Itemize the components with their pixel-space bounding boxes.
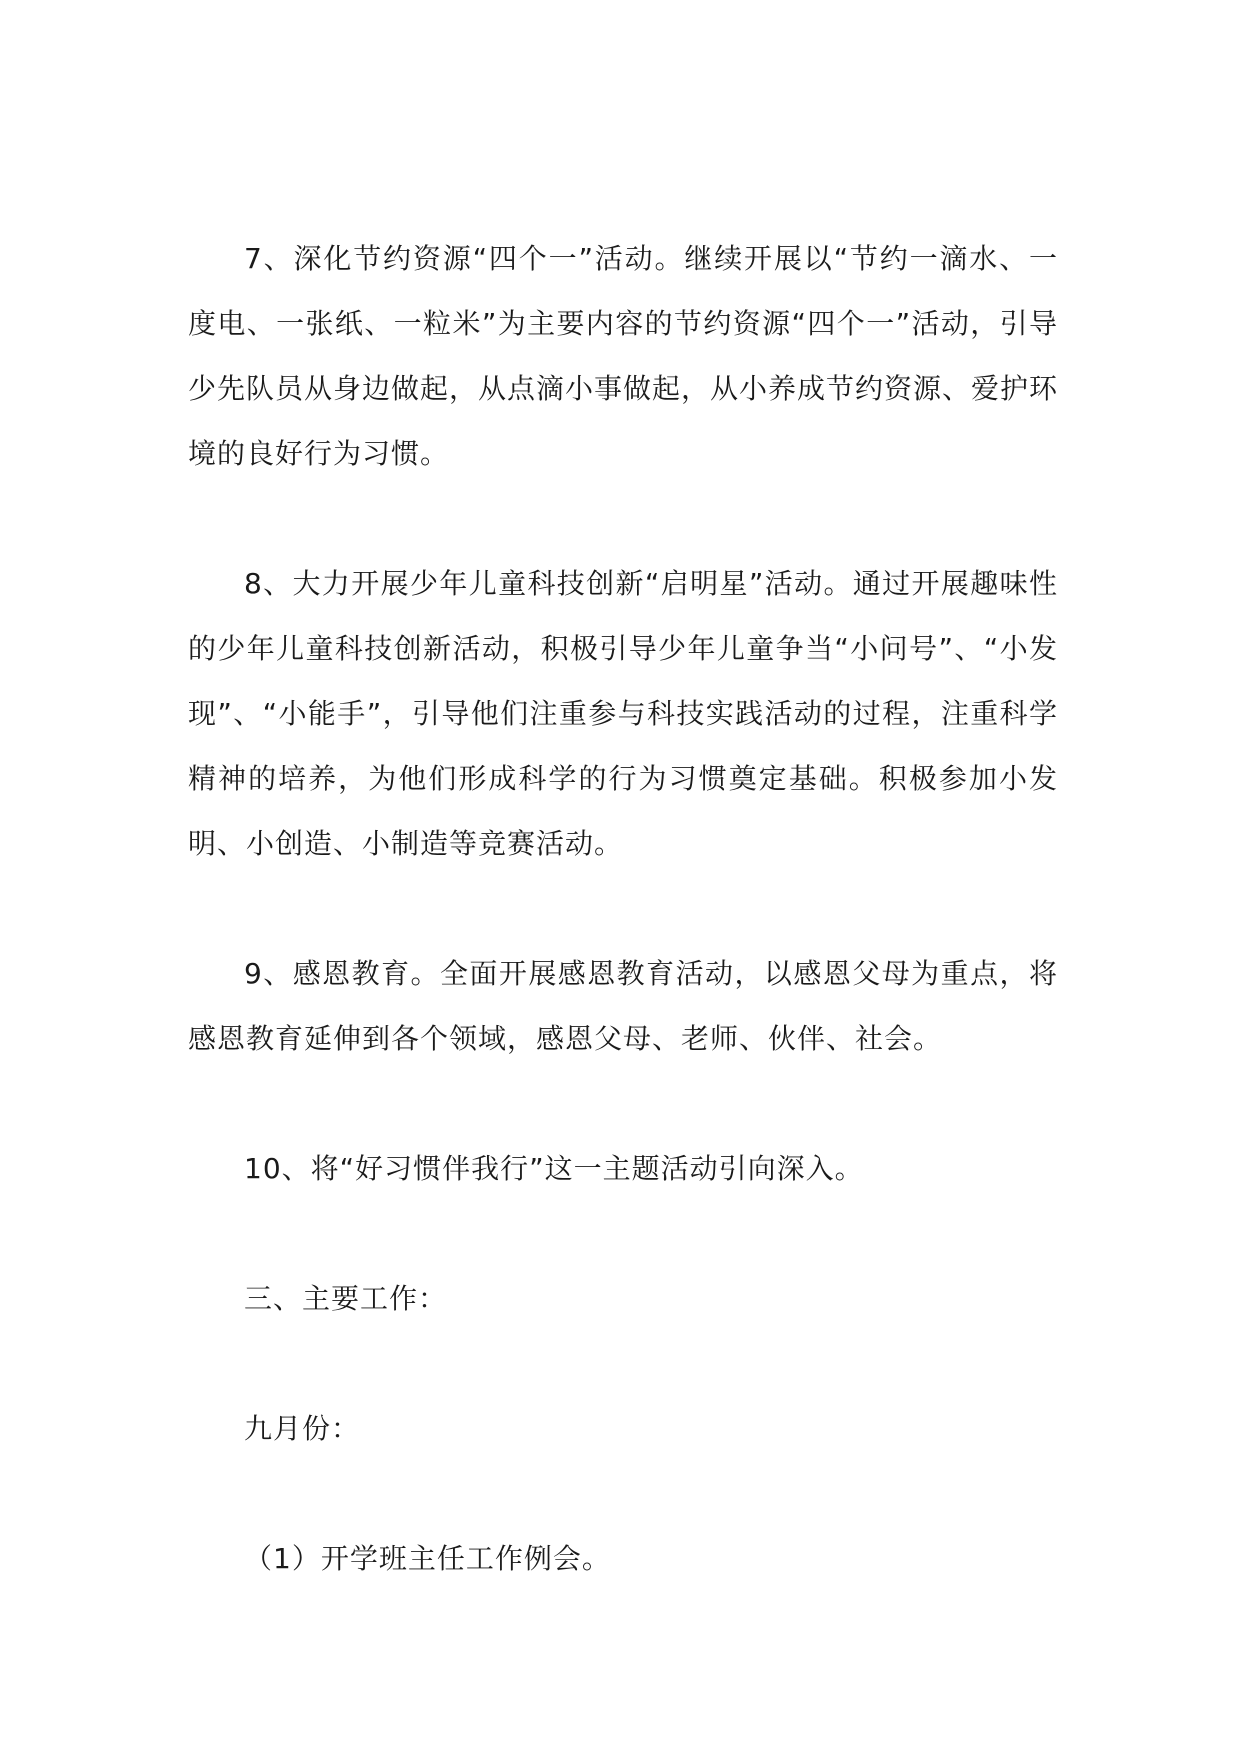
paragraph-spacer (188, 1461, 1058, 1526)
paragraph-spacer (188, 486, 1058, 551)
paragraph-spacer (188, 876, 1058, 941)
paragraph-spacer (188, 1201, 1058, 1266)
paragraph-spacer (188, 1071, 1058, 1136)
paragraph-item-10: 10、将“好习惯伴我行”这一主题活动引向深入。 (244, 1152, 864, 1185)
document-body (188, 226, 1058, 1591)
month-heading-september: 九月份： (244, 1412, 361, 1445)
paragraph-item-8: 8、大力开展少年儿童科技创新“启明星”活动。通过开展趣味性的少年儿童科技创新活动，积极引导少年儿童争当“小问号”、“小发现”、“小能手”，引导他们注重参与科技实践活动的过程，注重科学精神的培养，为他们形成科学的行为习惯奠定基础。积极参加小发明、小创造、小制造等竞赛活动。 (188, 567, 1058, 860)
list-item-1: （1）开学班主任工作例会。 (244, 1542, 611, 1575)
paragraph-item-7: 7、深化节约资源“四个一”活动。继续开展以“节约一滴水、一度电、一张纸、一粒米”为主要内容的节约资源“四个一”活动，引导少先队员从身边做起，从点滴小事做起，从小养成节约资源、爱护环境的良好行为习惯。 (188, 242, 1059, 470)
paragraph-item-9: 9、感恩教育。全面开展感恩教育活动，以感恩父母为重点，将感恩教育延伸到各个领域，感恩父母、老师、伙伴、社会。 (188, 957, 1058, 1055)
section-heading-main-work: 三、主要工作： (244, 1282, 448, 1315)
paragraph-spacer (188, 1331, 1058, 1396)
